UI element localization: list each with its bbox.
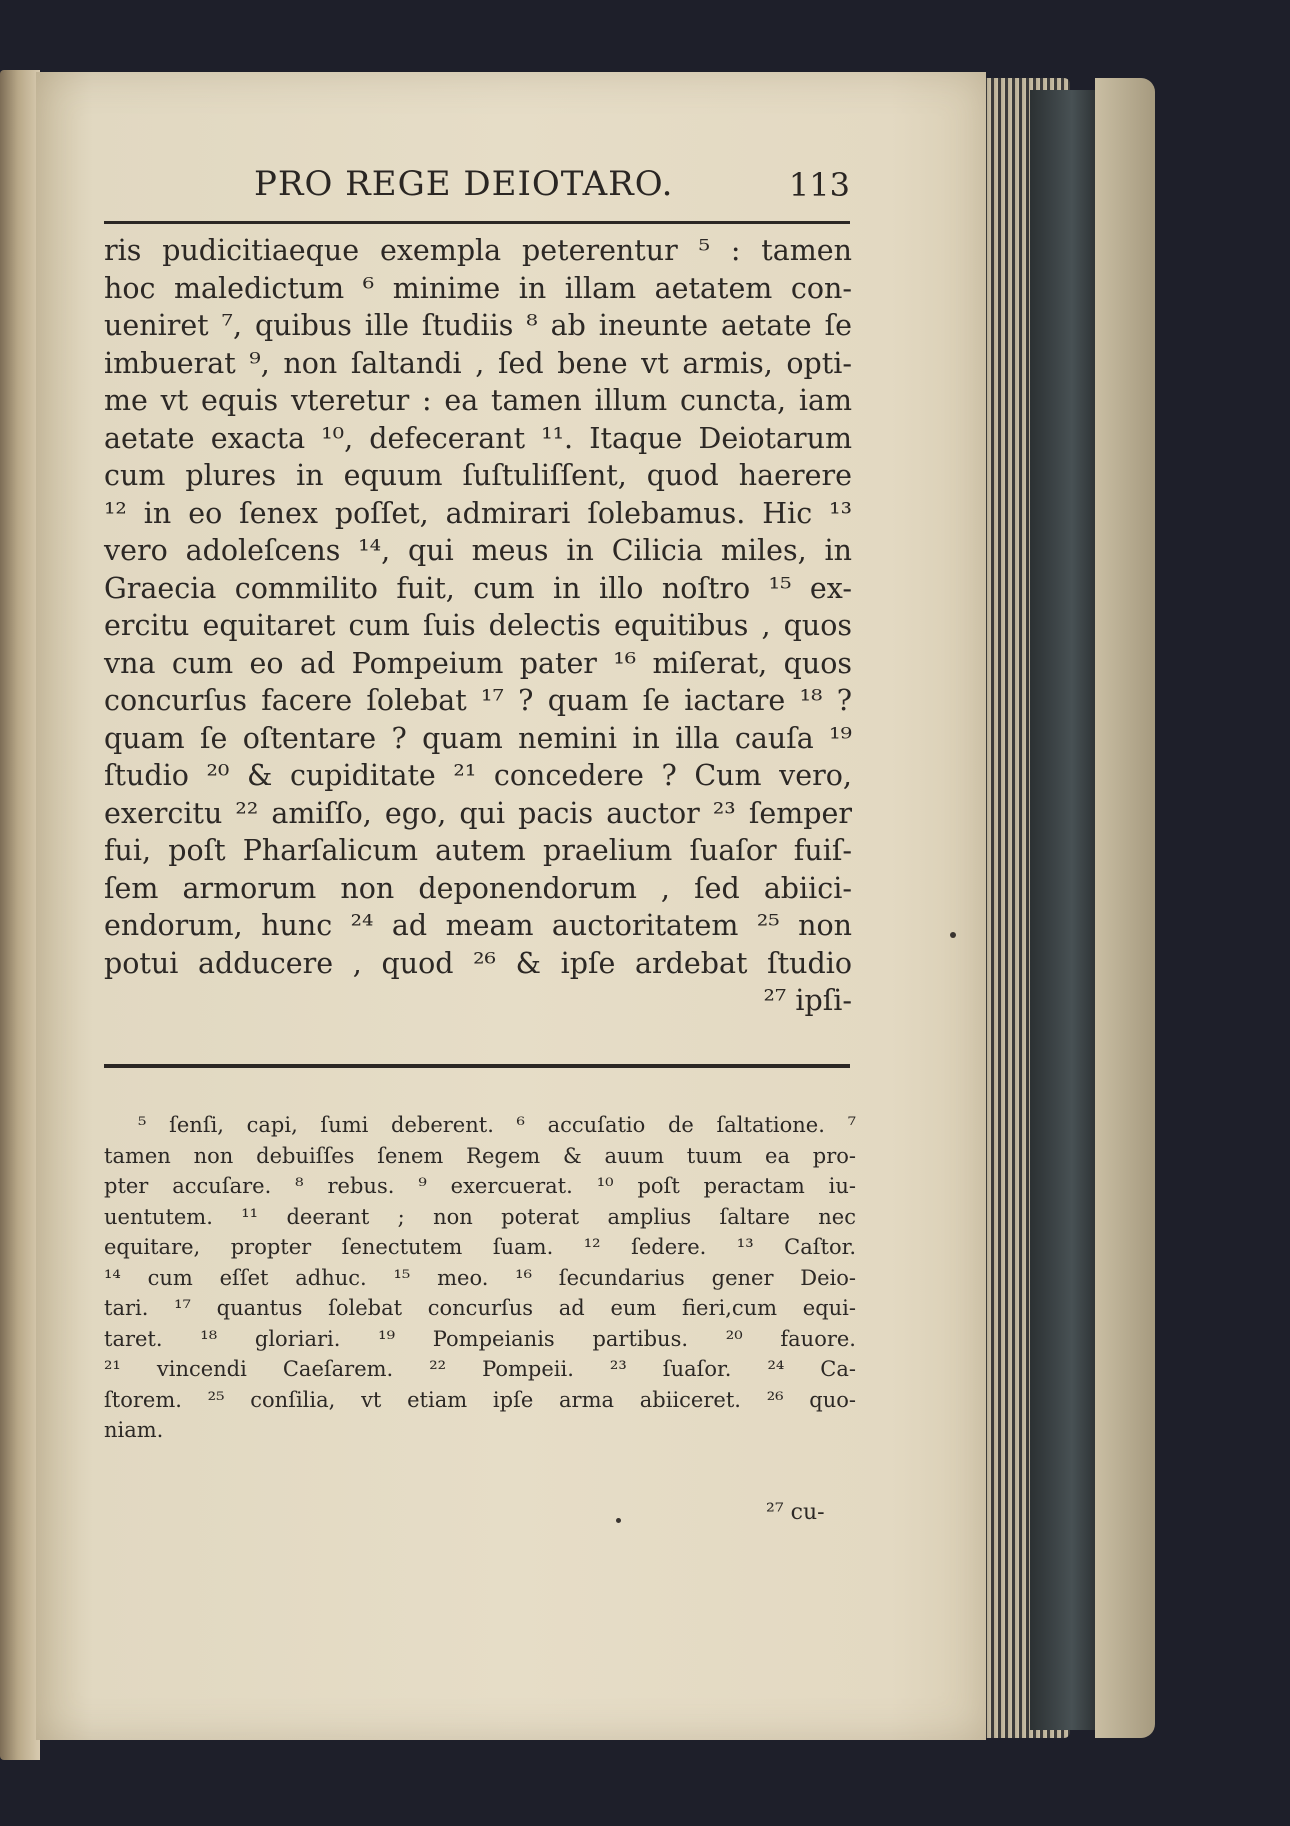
- text-line: hoc maledictum ⁶ minime in illam aetatem con-: [104, 271, 852, 305]
- page-header: [104, 158, 852, 218]
- header-rule: [104, 221, 850, 224]
- footnote-line: uentutem. ¹¹ deerant ; non poterat amplius ſaltare nec: [104, 1204, 856, 1229]
- main-text: [104, 232, 852, 1020]
- ink-speck: [616, 1518, 621, 1523]
- running-title: PRO REGE DEIOTARO.: [254, 164, 674, 204]
- page-number: 113: [788, 166, 850, 204]
- footnote-line: equitare, propter ſenectutem ſuam. ¹² ſedere. ¹³ Caſtor.: [104, 1235, 856, 1259]
- text-line: imbuerat ⁹, non ſaltandi , ſed bene vt armis, opti-: [104, 346, 852, 380]
- text-line: concurſus facere ſolebat ¹⁷ ? quam ſe iactare ¹⁸ ?: [104, 684, 852, 717]
- text-line: cum plures in equum ſuſtuliſſent, quod haerere: [104, 459, 852, 492]
- footnote-line: pter accuſare. ⁸ rebus. ⁹ exercuerat. ¹⁰ poſt peractam iu-: [104, 1174, 856, 1198]
- book-cover-edge: [1095, 78, 1155, 1738]
- text-line: potui adducere , quod ²⁶ & ipſe ardebat ſtudio: [104, 946, 852, 980]
- catchword: ²⁷ cu-: [766, 1500, 825, 1525]
- footnote-line: niam.: [104, 1418, 164, 1442]
- text-line: me vt equis vteretur : ea tamen illum cuncta, iam: [104, 384, 852, 417]
- text-line: vna cum eo ad Pompeium pater ¹⁶ miſerat, quos: [104, 646, 852, 680]
- facing-page-edge: [0, 70, 40, 1760]
- text-line: ercitu equitaret cum ſuis delectis equitibus , quos: [104, 609, 852, 642]
- book-edge-shadow: [1030, 90, 1100, 1730]
- footnote-line: ſtorem. ²⁵ conſilia, vt etiam ipſe arma abiiceret. ²⁶ quo-: [104, 1387, 856, 1412]
- text-line: fui, poſt Pharſalicum autem praelium ſuaſor fuiſ-: [104, 834, 852, 867]
- text-line: Graecia commilito fuit, cum in illo noſtro ¹⁵ ex-: [104, 571, 852, 605]
- footnote-line: tamen non debuiſſes ſenem Regem & auum tuum ea pro-: [104, 1143, 856, 1168]
- footnote-line: taret. ¹⁸ gloriari. ¹⁹ Pompeianis partibus. ²⁰ fauore.: [104, 1326, 856, 1351]
- footnote-line: ¹⁴ cum eſſet adhuc. ¹⁵ meo. ¹⁶ ſecundarius gener Deio-: [104, 1265, 856, 1290]
- footnote-rule: [104, 1064, 850, 1068]
- text-line: quam ſe oſtentare ? quam nemini in illa cauſa ¹⁹: [104, 721, 852, 755]
- text-line: exercitu ²² amiſſo, ego, qui pacis auctor ²³ ſemper: [104, 796, 852, 830]
- text-line: ſtudio ²⁰ & cupiditate ²¹ concedere ? Cum vero,: [104, 759, 852, 792]
- ink-speck: [950, 932, 956, 938]
- text-line: vero adoleſcens ¹⁴, qui meus in Cilicia miles, in: [104, 534, 852, 567]
- text-line: aetate exacta ¹⁰, defecerant ¹¹. Itaque Deiotarum: [104, 421, 852, 455]
- text-line: ¹² in eo ſenex poſſet, admirari ſolebamus. Hic ¹³: [104, 496, 852, 530]
- footnote-line: ⁵ ſenſi, capi, ſumi deberent. ⁶ accuſatio de ſaltatione. ⁷: [138, 1113, 856, 1137]
- text-line: endorum, hunc ²⁴ ad meam auctoritatem ²⁵ non: [104, 909, 852, 942]
- text-line: ſem armorum non deponendorum , ſed abiici-: [104, 871, 852, 905]
- text-line: ris pudicitiaeque exempla peterentur ⁵ : tamen: [104, 234, 852, 267]
- footnote-line: tari. ¹⁷ quantus ſolebat concurſus ad eum fieri,cum equi-: [104, 1296, 856, 1320]
- footnotes: [104, 1110, 856, 1446]
- footnote-line: ²¹ vincendi Caeſarem. ²² Pompeii. ²³ ſuaſor. ²⁴ Ca-: [104, 1357, 856, 1381]
- text-line: ueniret ⁷, quibus ille ſtudiis ⁸ ab ineunte aetate ſe: [104, 309, 852, 342]
- text-line: ²⁷ ipſi-: [763, 984, 852, 1017]
